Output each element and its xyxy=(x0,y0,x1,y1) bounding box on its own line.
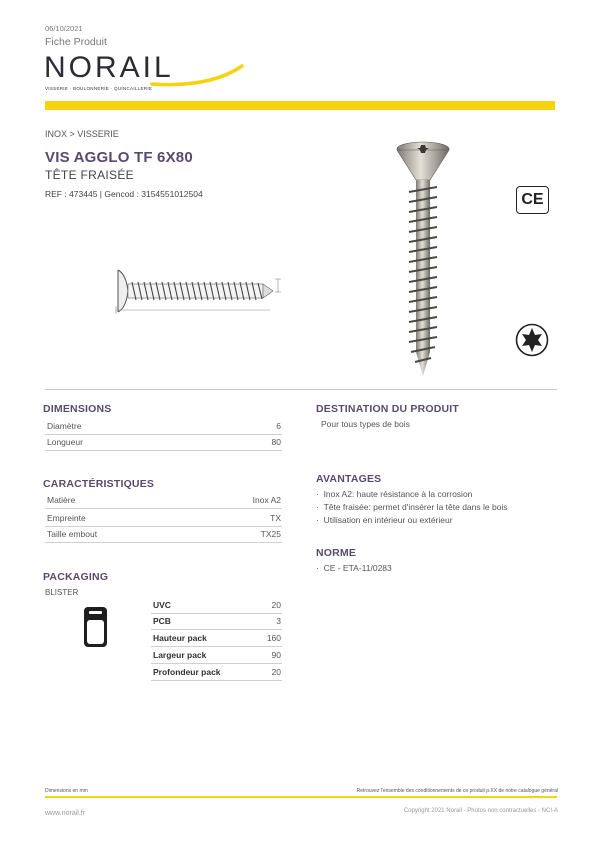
screw-product-photo xyxy=(392,140,454,380)
standard-item: · CE - ETA-11/0283 xyxy=(316,563,392,573)
packaging-label: Hauteur pack xyxy=(153,633,207,643)
characteristic-row xyxy=(45,510,282,527)
header-accent-bar xyxy=(45,101,555,110)
ce-mark-icon: CE xyxy=(516,186,549,214)
standard-heading: NORME xyxy=(316,547,357,559)
characteristic-row xyxy=(45,526,282,543)
advantage-text: Tête fraisée: permet d'insérer la tête dans le bois xyxy=(323,502,508,512)
packaging-row xyxy=(151,647,282,664)
characteristic-label: Taille embout xyxy=(47,529,98,539)
dimension-label: Diamètre xyxy=(47,421,82,431)
advantage-text: Utilisation en intérieur ou extérieur xyxy=(323,515,453,525)
dimension-row xyxy=(45,418,282,435)
document-type: Fiche Produit xyxy=(45,36,107,48)
product-title: VIS AGGLO TF 6X80 xyxy=(45,149,193,166)
logo-swoosh-icon xyxy=(150,60,245,92)
blister-icon xyxy=(83,606,108,648)
advantages-heading: AVANTAGES xyxy=(316,473,382,485)
packaging-label: PCB xyxy=(153,616,171,626)
copyright-text: Copyright 2021 Norail - Photos non contractuelles - NCI-A xyxy=(403,808,558,814)
packaging-value: 20 xyxy=(271,667,281,677)
document-date: 06/10/2021 xyxy=(45,24,83,33)
packaging-label: Profondeur pack xyxy=(153,667,221,677)
dimension-value: 80 xyxy=(271,437,281,447)
dimension-value: 6 xyxy=(276,421,281,431)
section-divider xyxy=(45,389,557,390)
advantage-item: · Tête fraisée: permet d'insérer la tête dans le bois xyxy=(316,502,508,512)
footer-units-note: Dimensions en mm xyxy=(45,788,88,794)
packaging-heading: PACKAGING xyxy=(43,571,109,583)
packaging-row xyxy=(151,597,282,614)
dimension-row xyxy=(45,434,282,451)
brand-tagline: VISSERIE · BOULONNERIE · QUINCAILLERIE xyxy=(45,86,153,91)
torx-icon xyxy=(515,323,549,357)
advantage-item: · Utilisation en intérieur ou extérieur xyxy=(316,515,453,525)
destination-text: Pour tous types de bois xyxy=(321,419,410,429)
advantage-text: Inox A2: haute résistance à la corrosion xyxy=(323,489,473,499)
characteristic-value: TX xyxy=(270,513,281,523)
packaging-label: UVC xyxy=(153,600,171,610)
breadcrumb: INOX > VISSERIE xyxy=(45,129,119,139)
packaging-row xyxy=(151,664,282,681)
packaging-value: 90 xyxy=(271,650,281,660)
product-reference: REF : 473445 | Gencod : 3154551012504 xyxy=(45,189,203,199)
packaging-row xyxy=(151,613,282,630)
dimension-label: Longueur xyxy=(47,437,83,447)
footer-catalog-note: Retrouvez l'ensemble des conditionnements de ce produit p.XX de notre catalogue général xyxy=(356,788,558,794)
packaging-label: Largeur pack xyxy=(153,650,207,660)
packaging-type: BLISTER xyxy=(45,588,79,597)
packaging-value: 160 xyxy=(266,633,281,643)
packaging-value: 3 xyxy=(276,616,281,626)
characteristics-heading: CARACTÉRISTIQUES xyxy=(43,478,155,490)
dimensions-heading: DIMENSIONS xyxy=(43,403,112,415)
brand-logo: NORAIL xyxy=(44,51,174,84)
characteristic-label: Empreinte xyxy=(47,513,86,523)
website-link[interactable]: www.norail.fr xyxy=(45,810,86,817)
characteristic-value: TX25 xyxy=(260,529,281,539)
footer-accent-line xyxy=(45,796,557,798)
characteristic-row xyxy=(45,492,282,509)
standard-text: CE - ETA-11/0283 xyxy=(323,563,392,573)
screw-side-drawing xyxy=(110,264,290,316)
product-subtitle: TÊTE FRAISÉE xyxy=(45,168,134,182)
characteristic-value: Inox A2 xyxy=(252,495,281,505)
destination-heading: DESTINATION DU PRODUIT xyxy=(316,403,460,415)
packaging-row xyxy=(151,630,282,647)
packaging-value: 20 xyxy=(271,600,281,610)
advantage-item: · Inox A2: haute résistance à la corrosion xyxy=(316,489,473,499)
characteristic-label: Matière xyxy=(47,495,76,505)
